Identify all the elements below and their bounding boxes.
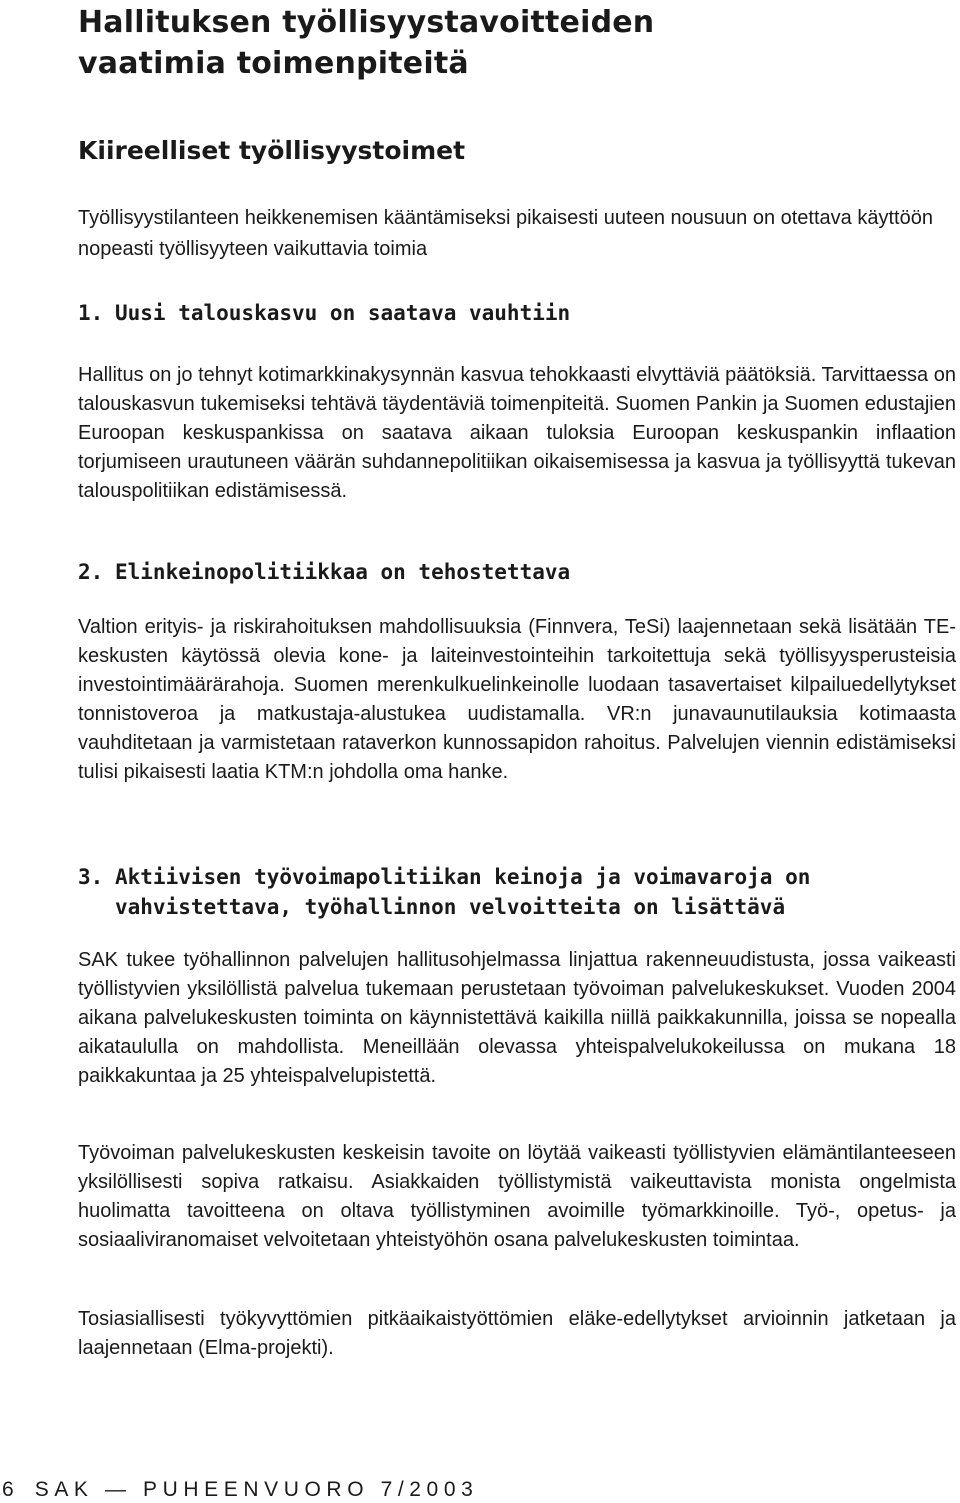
intro-paragraph: Työllisyystilanteen heikkenemisen kääntämiseksi pikaisesti uuteen nousuun on otettava käyttöön nopeasti työllisyyteen vaikuttavia toimia <box>78 207 933 260</box>
section-3-title: Aktiivisen työvoimapolitiikan keinoja ja voimavaroja on vahvistettava, työhallinnon velvoitteita on lisättävä <box>115 865 811 919</box>
page-title-text: Hallituksen työllisyystavoitteiden vaatimia toimenpiteitä <box>78 5 655 81</box>
section-3-paragraph-2: Työvoiman palvelukeskusten keskeisin tavoite on löytää vaikeasti työllistyvien elämäntilanteeseen yksilöllisesti sopiva ratkaisu. Asiakkaiden työllistymistä vaikeuttavista monista ongelmista huolimatta tavoitteena on oltava työllistyminen avoimille työmarkkinoille. Työ-, opetus- ja sosiaaliviranomaiset velvoitetaan yhteistyöhön osana palvelukeskusten toimintaa. <box>78 1142 956 1251</box>
subtitle: Kiireelliset työllisyystoimet <box>78 136 466 165</box>
section-3-number: 3. <box>78 865 104 889</box>
section-3-paragraph-1: SAK tukee työhallinnon palvelujen hallitusohjelmassa linjattua rakenneuudistusta, jossa vaikeasti työllistyvien yksilöllistä palvelua tukemaan perustetaan työvoiman palvelukeskukset. Vuoden 2004 aikana palvelukeskusten toiminta on käynnistettävä kaikilla niillä paikkakunnilla, joissa se nopealla aikataululla on mahdollista. Meneillään olevassa yhteispalvelukokeilussa on mukana 18 paikkakuntaa ja 25 yhteispalvelupistettä. <box>78 949 956 1087</box>
section-1-title: Uusi talouskasvu on saatava vauhtiin <box>115 301 571 325</box>
page-footer <box>2 1478 478 1502</box>
section-2-heading <box>78 557 875 587</box>
page-title <box>78 2 718 84</box>
section-1-paragraph-1: Hallitus on jo tehnyt kotimarkkinakysynnän kasvua tehokkaasti elvyttäviä päätöksiä. Tarvittaessa on talouskasvun tukemiseksi tehtävä täydentäviä toimenpiteitä. Suomen Pankin ja Suomen edustajien Euroopan keskuspankissa on saatava aikaan tuloksia Euroopan keskuspankin inflaation torjumiseen urautuneen väärän suhdannepolitiikan oikaisemisessa ja kasvua ja työllisyyttä tukevan talouspolitiikan edistämisessä. <box>78 364 956 502</box>
section-2-number: 2. <box>78 560 104 584</box>
page-number: 6 <box>2 1478 20 1501</box>
section-2-title: Elinkeinopolitiikkaa on tehostettava <box>115 560 571 584</box>
section-1-number: 1. <box>78 301 104 325</box>
section-3-heading <box>78 862 875 922</box>
section-1-heading <box>78 298 875 328</box>
section-2-paragraph-1: Valtion erityis- ja riskirahoituksen mahdollisuuksia (Finnvera, TeSi) laajennetaan sekä lisätään TE-keskusten käytössä olevia kone- ja laiteinvestointeihin tarkoitettuja sekä työllisyysperusteisia investointimäärärahoja. Suomen merenkulkuelinkeinolle luodaan tasavertaiset kilpailuedellytykset tonnistoveroa ja matkustaja-alustukea uudistamalla. VR:n junavaunutilauksia kotimaasta vauhditetaan ja varmistetaan rataverkon kunnossapidon rahoitus. Palvelujen viennin edistämiseksi tulisi pikaisesti laatia KTM:n johdolla oma hanke. <box>78 616 956 783</box>
publication-name: SAK — PUHEENVUORO 7/2003 <box>34 1478 479 1501</box>
section-3-paragraph-3: Tosiasiallisesti työkyvyttömien pitkäaikaistyöttömien eläke-edellytykset arvioinnin jatketaan ja laajennetaan (Elma-projekti). <box>78 1308 956 1359</box>
